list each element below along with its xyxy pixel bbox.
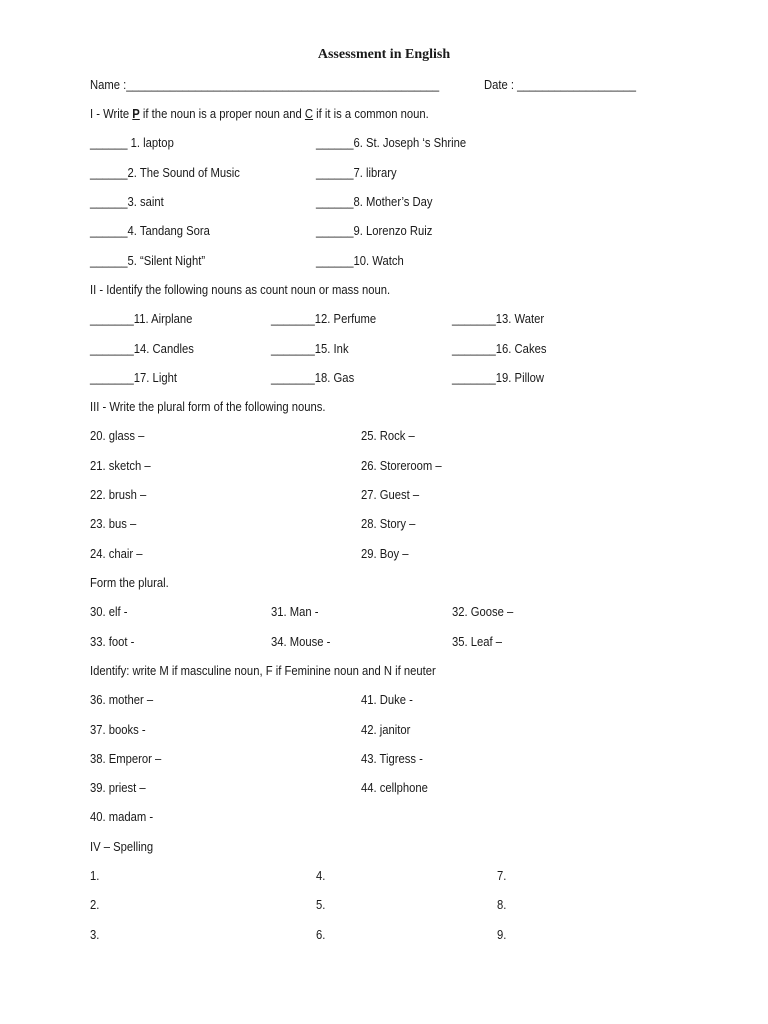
item-30: 30. elf - xyxy=(90,605,128,619)
item-43: 43. Tigress - xyxy=(361,752,423,766)
section-4-heading: IV – Spelling xyxy=(90,840,154,854)
gender-instruction: Identify: write M if masculine noun, F if Feminine noun and N if neuter xyxy=(90,664,436,678)
item-32: 32. Goose – xyxy=(452,605,514,619)
item-9: ______9. Lorenzo Ruiz xyxy=(316,224,433,238)
spelling-2: 2. xyxy=(90,898,100,912)
item-4: ______4. Tandang Sora xyxy=(90,224,210,238)
spelling-9: 9. xyxy=(497,928,507,942)
item-29: 29. Boy – xyxy=(361,547,409,561)
item-42: 42. janitor xyxy=(361,723,411,737)
item-24: 24. chair – xyxy=(90,547,143,561)
item-11: _______11. Airplane xyxy=(90,312,193,326)
item-17: _______17. Light xyxy=(90,371,177,385)
item-41: 41. Duke - xyxy=(361,693,413,707)
spelling-5: 5. xyxy=(316,898,326,912)
item-27: 27. Guest – xyxy=(361,488,420,502)
item-38: 38. Emperor – xyxy=(90,752,162,766)
item-20: 20. glass – xyxy=(90,429,145,443)
item-10: ______10. Watch xyxy=(316,254,404,268)
name-line: Name :__________________________________________________ xyxy=(90,78,440,92)
item-15: _______15. Ink xyxy=(271,342,349,356)
item-1: ______ 1. laptop xyxy=(90,136,174,150)
spelling-1: 1. xyxy=(90,869,100,883)
spelling-8: 8. xyxy=(497,898,507,912)
item-23: 23. bus – xyxy=(90,517,137,531)
item-8: ______8. Mother’s Day xyxy=(316,195,433,209)
item-6: ______6. St. Joseph ‘s Shrine xyxy=(316,136,467,150)
item-22: 22. brush – xyxy=(90,488,147,502)
item-16: _______16. Cakes xyxy=(452,342,547,356)
spelling-3: 3. xyxy=(90,928,100,942)
item-26: 26. Storeroom – xyxy=(361,459,442,473)
item-37: 37. books - xyxy=(90,723,146,737)
item-2: ______2. The Sound of Music xyxy=(90,166,240,180)
section-3-instruction: III - Write the plural form of the following nouns. xyxy=(90,400,326,414)
item-34: 34. Mouse - xyxy=(271,635,331,649)
item-12: _______12. Perfume xyxy=(271,312,377,326)
item-18: _______18. Gas xyxy=(271,371,355,385)
item-36: 36. mother – xyxy=(90,693,154,707)
item-13: _______13. Water xyxy=(452,312,545,326)
item-14: _______14. Candles xyxy=(90,342,194,356)
item-19: _______19. Pillow xyxy=(452,371,544,385)
item-28: 28. Story – xyxy=(361,517,416,531)
item-3: ______3. saint xyxy=(90,195,164,209)
item-5: ______5. “Silent Night” xyxy=(90,254,206,268)
item-40: 40. madam - xyxy=(90,810,154,824)
item-33: 33. foot - xyxy=(90,635,135,649)
item-44: 44. cellphone xyxy=(361,781,428,795)
spelling-6: 6. xyxy=(316,928,326,942)
page-title: Assessment in English xyxy=(317,47,451,62)
item-35: 35. Leaf – xyxy=(452,635,503,649)
section-2-instruction: II - Identify the following nouns as count noun or mass noun. xyxy=(90,283,391,297)
plural-instruction: Form the plural. xyxy=(90,576,169,590)
section-1-instruction: I - Write P if the noun is a proper noun and C if it is a common noun. xyxy=(90,107,429,121)
item-7: ______7. library xyxy=(316,166,397,180)
item-39: 39. priest – xyxy=(90,781,146,795)
spelling-4: 4. xyxy=(316,869,326,883)
item-31: 31. Man - xyxy=(271,605,319,619)
date-line: Date : ___________________ xyxy=(484,78,637,92)
spelling-7: 7. xyxy=(497,869,507,883)
item-21: 21. sketch – xyxy=(90,459,151,473)
item-25: 25. Rock – xyxy=(361,429,415,443)
